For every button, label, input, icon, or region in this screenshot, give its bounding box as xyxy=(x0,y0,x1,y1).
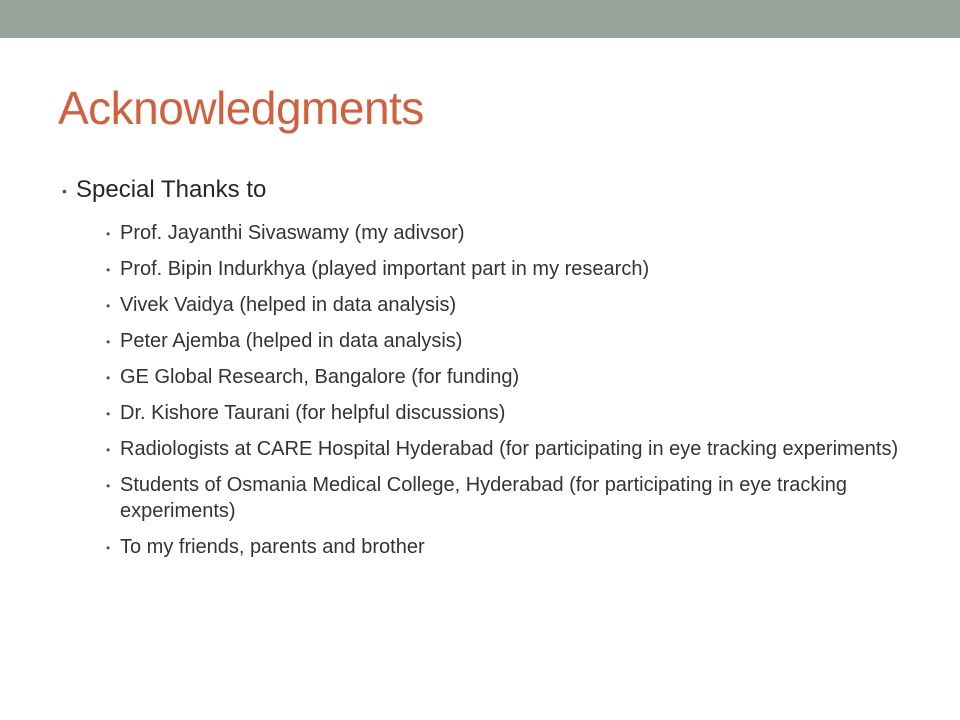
list-item xyxy=(106,436,900,462)
list-item-text: Prof. Bipin Indurkhya (played important part in my research) xyxy=(120,258,650,280)
bullet-icon: • xyxy=(106,407,111,421)
list-item-text: Dr. Kishore Taurani (for helpful discussions) xyxy=(120,402,506,424)
list-item-text: Peter Ajemba (helped in data analysis) xyxy=(120,330,463,352)
level1-bullet xyxy=(62,172,922,208)
list-item-text: Radiologists at CARE Hospital Hyderabad (for participating in eye tracking experiments) xyxy=(120,438,899,460)
top-accent-band xyxy=(0,0,960,38)
acknowledgment-list xyxy=(62,220,922,560)
slide-content xyxy=(62,172,922,570)
bullet-icon: • xyxy=(106,541,111,555)
list-item xyxy=(106,328,900,354)
bullet-icon: • xyxy=(62,183,67,199)
bullet-icon: • xyxy=(106,443,111,457)
list-item xyxy=(106,220,900,246)
list-item-text: Students of Osmania Medical College, Hyderabad (for participating in eye tracking experiments) xyxy=(120,474,848,522)
bullet-icon: • xyxy=(106,299,111,313)
list-item-text: GE Global Research, Bangalore (for funding) xyxy=(120,366,520,388)
bullet-icon: • xyxy=(106,335,111,349)
bullet-icon: • xyxy=(106,479,111,493)
list-item xyxy=(106,400,900,426)
special-thanks-heading: Special Thanks to xyxy=(76,176,267,203)
list-item xyxy=(106,472,900,524)
list-item-text: Prof. Jayanthi Sivaswamy (my adivsor) xyxy=(120,222,465,244)
list-item xyxy=(106,534,900,560)
bullet-icon: • xyxy=(106,227,111,241)
list-item-text: To my friends, parents and brother xyxy=(120,536,425,558)
bullet-icon: • xyxy=(106,371,111,385)
list-item xyxy=(106,256,900,282)
slide-title: Acknowledgments xyxy=(58,82,424,134)
list-item-text: Vivek Vaidya (helped in data analysis) xyxy=(120,294,457,316)
list-item xyxy=(106,292,900,318)
list-item xyxy=(106,364,900,390)
bullet-icon: • xyxy=(106,263,111,277)
